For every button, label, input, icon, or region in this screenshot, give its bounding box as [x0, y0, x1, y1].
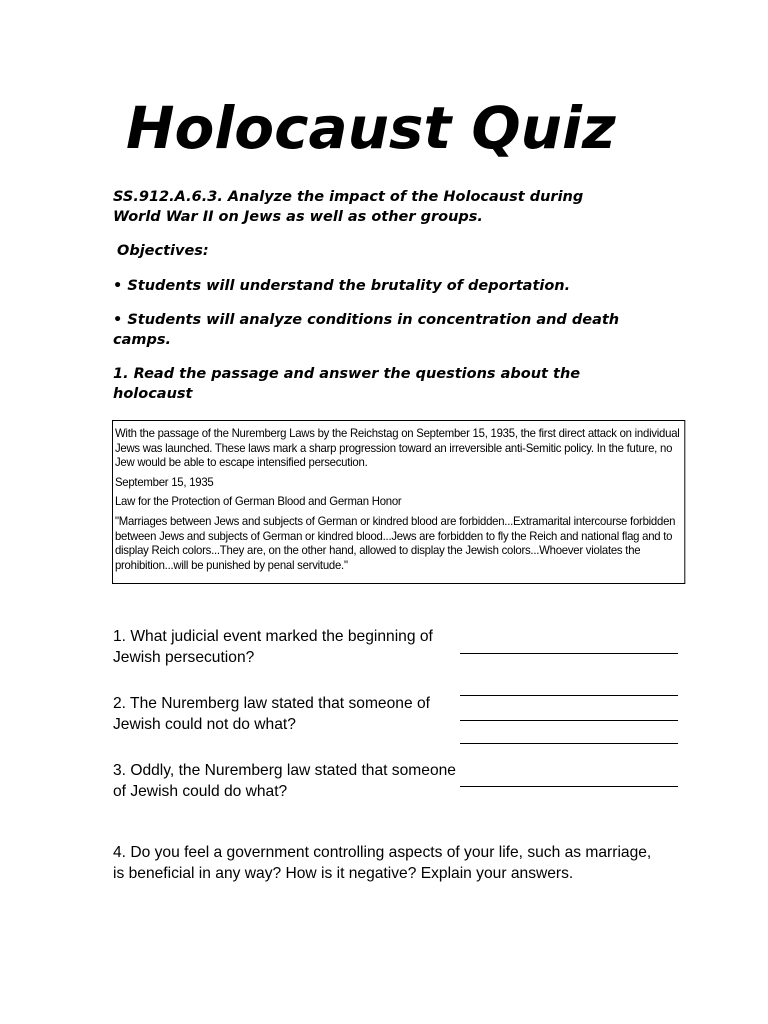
- objective-item: • Students will analyze conditions in concentration and death camps.: [113, 312, 620, 348]
- answer-line[interactable]: [460, 695, 678, 696]
- question-2: 2. The Nuremberg law stated that someone of Jewish could not do what?: [113, 695, 430, 733]
- passage-date: September 15, 1935: [114, 475, 214, 489]
- question-1: 1. What judicial event marked the beginning of Jewish persecution?: [113, 628, 433, 666]
- passage-box: [112, 420, 685, 584]
- answer-line[interactable]: [460, 743, 678, 744]
- answer-line[interactable]: [460, 720, 678, 721]
- answer-line[interactable]: [460, 653, 678, 654]
- answer-line[interactable]: [460, 786, 678, 787]
- instruction-text: 1. Read the passage and answer the questions about the holocaust: [113, 366, 581, 402]
- standard-text: SS.912.A.6.3. Analyze the impact of the Holocaust during World War II on Jews as well as other groups.: [113, 189, 584, 225]
- question-3: 3. Oddly, the Nuremberg law stated that someone of Jewish could do what?: [113, 762, 456, 800]
- passage-quote: "Marriages between Jews and subjects of German or kindred blood are forbidden...Extramarital intercourse forbidden between Jews and subjects of German or kindred blood...Jews are forbidden to fly the Reich and national flag and to display Reich colors...They are, on the other hand, allowed to display the Jewish colors...Whoever violates the prohibition...will be punished by penal servitude.": [114, 514, 676, 572]
- objective-item: • Students will understand the brutality of deportation.: [113, 278, 571, 294]
- question-4: 4. Do you feel a government controlling aspects of your life, such as marriage, is beneficial in any way? How is it negative? Explain your answers.: [113, 844, 652, 882]
- passage-law-title: Law for the Protection of German Blood and German Honor: [114, 495, 402, 509]
- page-title: Holocaust Quiz: [126, 94, 616, 162]
- passage-intro: With the passage of the Nuremberg Laws by the Reichstag on September 15, 1935, the first direct attack on individual Jews was launched. These laws mark a sharp progression toward an irreversible anti-Semitic policy. In the future, no Jew would be able to escape intensified persecution.: [114, 427, 680, 470]
- objectives-heading: Objectives:: [117, 243, 209, 259]
